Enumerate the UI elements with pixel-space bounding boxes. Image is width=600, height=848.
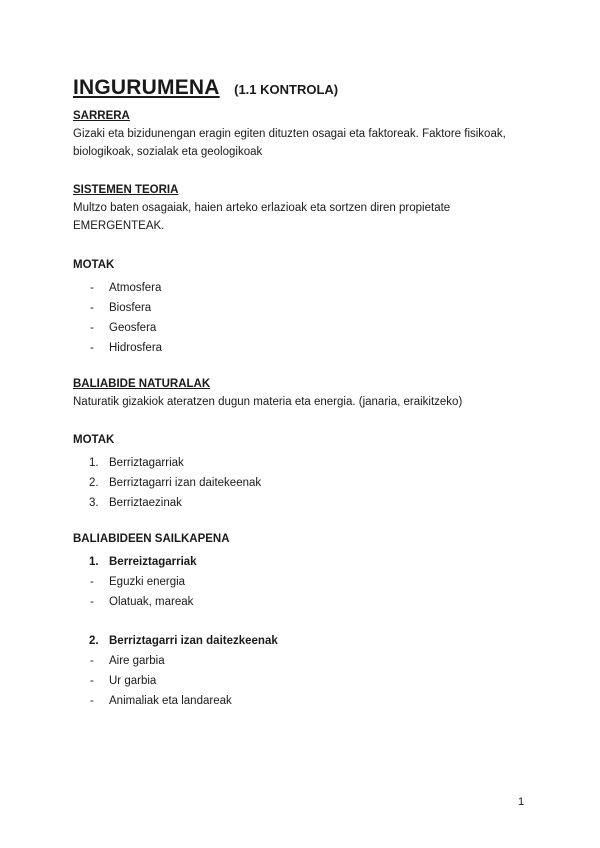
- page-number: 1: [518, 796, 525, 808]
- title-row: [73, 76, 338, 100]
- group-list: [73, 651, 533, 711]
- bullet-dash: -: [90, 655, 94, 667]
- bullet-dash: -: [90, 675, 94, 687]
- page-subtitle: (1.1 KONTROLA): [234, 82, 339, 97]
- bullet-dash: -: [90, 302, 94, 314]
- list-item: - Olatuak, mareak: [73, 592, 533, 612]
- list-item: 1. Berriztagarriak: [89, 457, 184, 469]
- list-item: - Ur garbia: [73, 671, 533, 691]
- sailkapena-group-1: [73, 552, 533, 612]
- section-sistemen-teoria: [73, 184, 533, 235]
- list-item: - Aire garbia: [73, 651, 533, 671]
- list-item: - Eguzki energia: [73, 572, 533, 592]
- sistemen-heading: SISTEMEN TEORIA: [73, 184, 179, 196]
- bullet-dash: -: [90, 596, 94, 608]
- bullet-dash: -: [90, 282, 94, 294]
- baliabide-text: Naturatik gizakiok ateratzen dugun materia eta energia. (janaria, eraikitzeko): [73, 396, 463, 408]
- motak1-heading: MOTAK: [73, 259, 115, 271]
- group-title: 2. Berriztagarri izan daitezkeenak: [89, 635, 278, 647]
- list-item: 3. Berriztaezinak: [89, 497, 182, 509]
- group-title: 1. Berreiztagarriak: [89, 556, 197, 568]
- list-item: - Geosfera: [73, 318, 533, 338]
- list-item: - Animaliak eta landareak: [73, 691, 533, 711]
- page-title: INGURUMENA: [73, 76, 220, 99]
- list-item: 2. Berriztagarri izan daitekeenak: [89, 477, 262, 489]
- section-baliabide-naturalak: [73, 378, 533, 411]
- section-sarrera: [73, 110, 533, 161]
- section-motak-2: [73, 434, 533, 513]
- sailkapena-group-2: [73, 631, 533, 711]
- section-sailkapena: [73, 533, 533, 711]
- list-item: - Atmosfera: [73, 278, 533, 298]
- group-list: [73, 572, 533, 612]
- motak2-list: [73, 453, 533, 513]
- motak1-list: [73, 278, 533, 358]
- list-item: - Hidrosfera: [73, 338, 533, 358]
- sarrera-text: Gizaki eta bizidunengan eragin egiten dituzten osagai eta faktoreak. Faktore fisikoak, biologikoak, sozialak eta geologikoak: [73, 128, 506, 158]
- list-item: - Biosfera: [73, 298, 533, 318]
- bullet-dash: -: [90, 342, 94, 354]
- sarrera-heading: SARRERA: [73, 110, 130, 122]
- bullet-dash: -: [90, 576, 94, 588]
- section-motak-1: [73, 259, 533, 358]
- baliabide-heading: BALIABIDE NATURALAK: [73, 378, 211, 390]
- bullet-dash: -: [90, 322, 94, 334]
- sistemen-text: Multzo baten osagaiak, haien arteko erlazioak eta sortzen diren propietate EMERGENTEAK.: [73, 202, 451, 232]
- bullet-dash: -: [90, 695, 94, 707]
- motak2-heading: MOTAK: [73, 434, 115, 446]
- sailkapena-heading: BALIABIDEEN SAILKAPENA: [73, 533, 230, 545]
